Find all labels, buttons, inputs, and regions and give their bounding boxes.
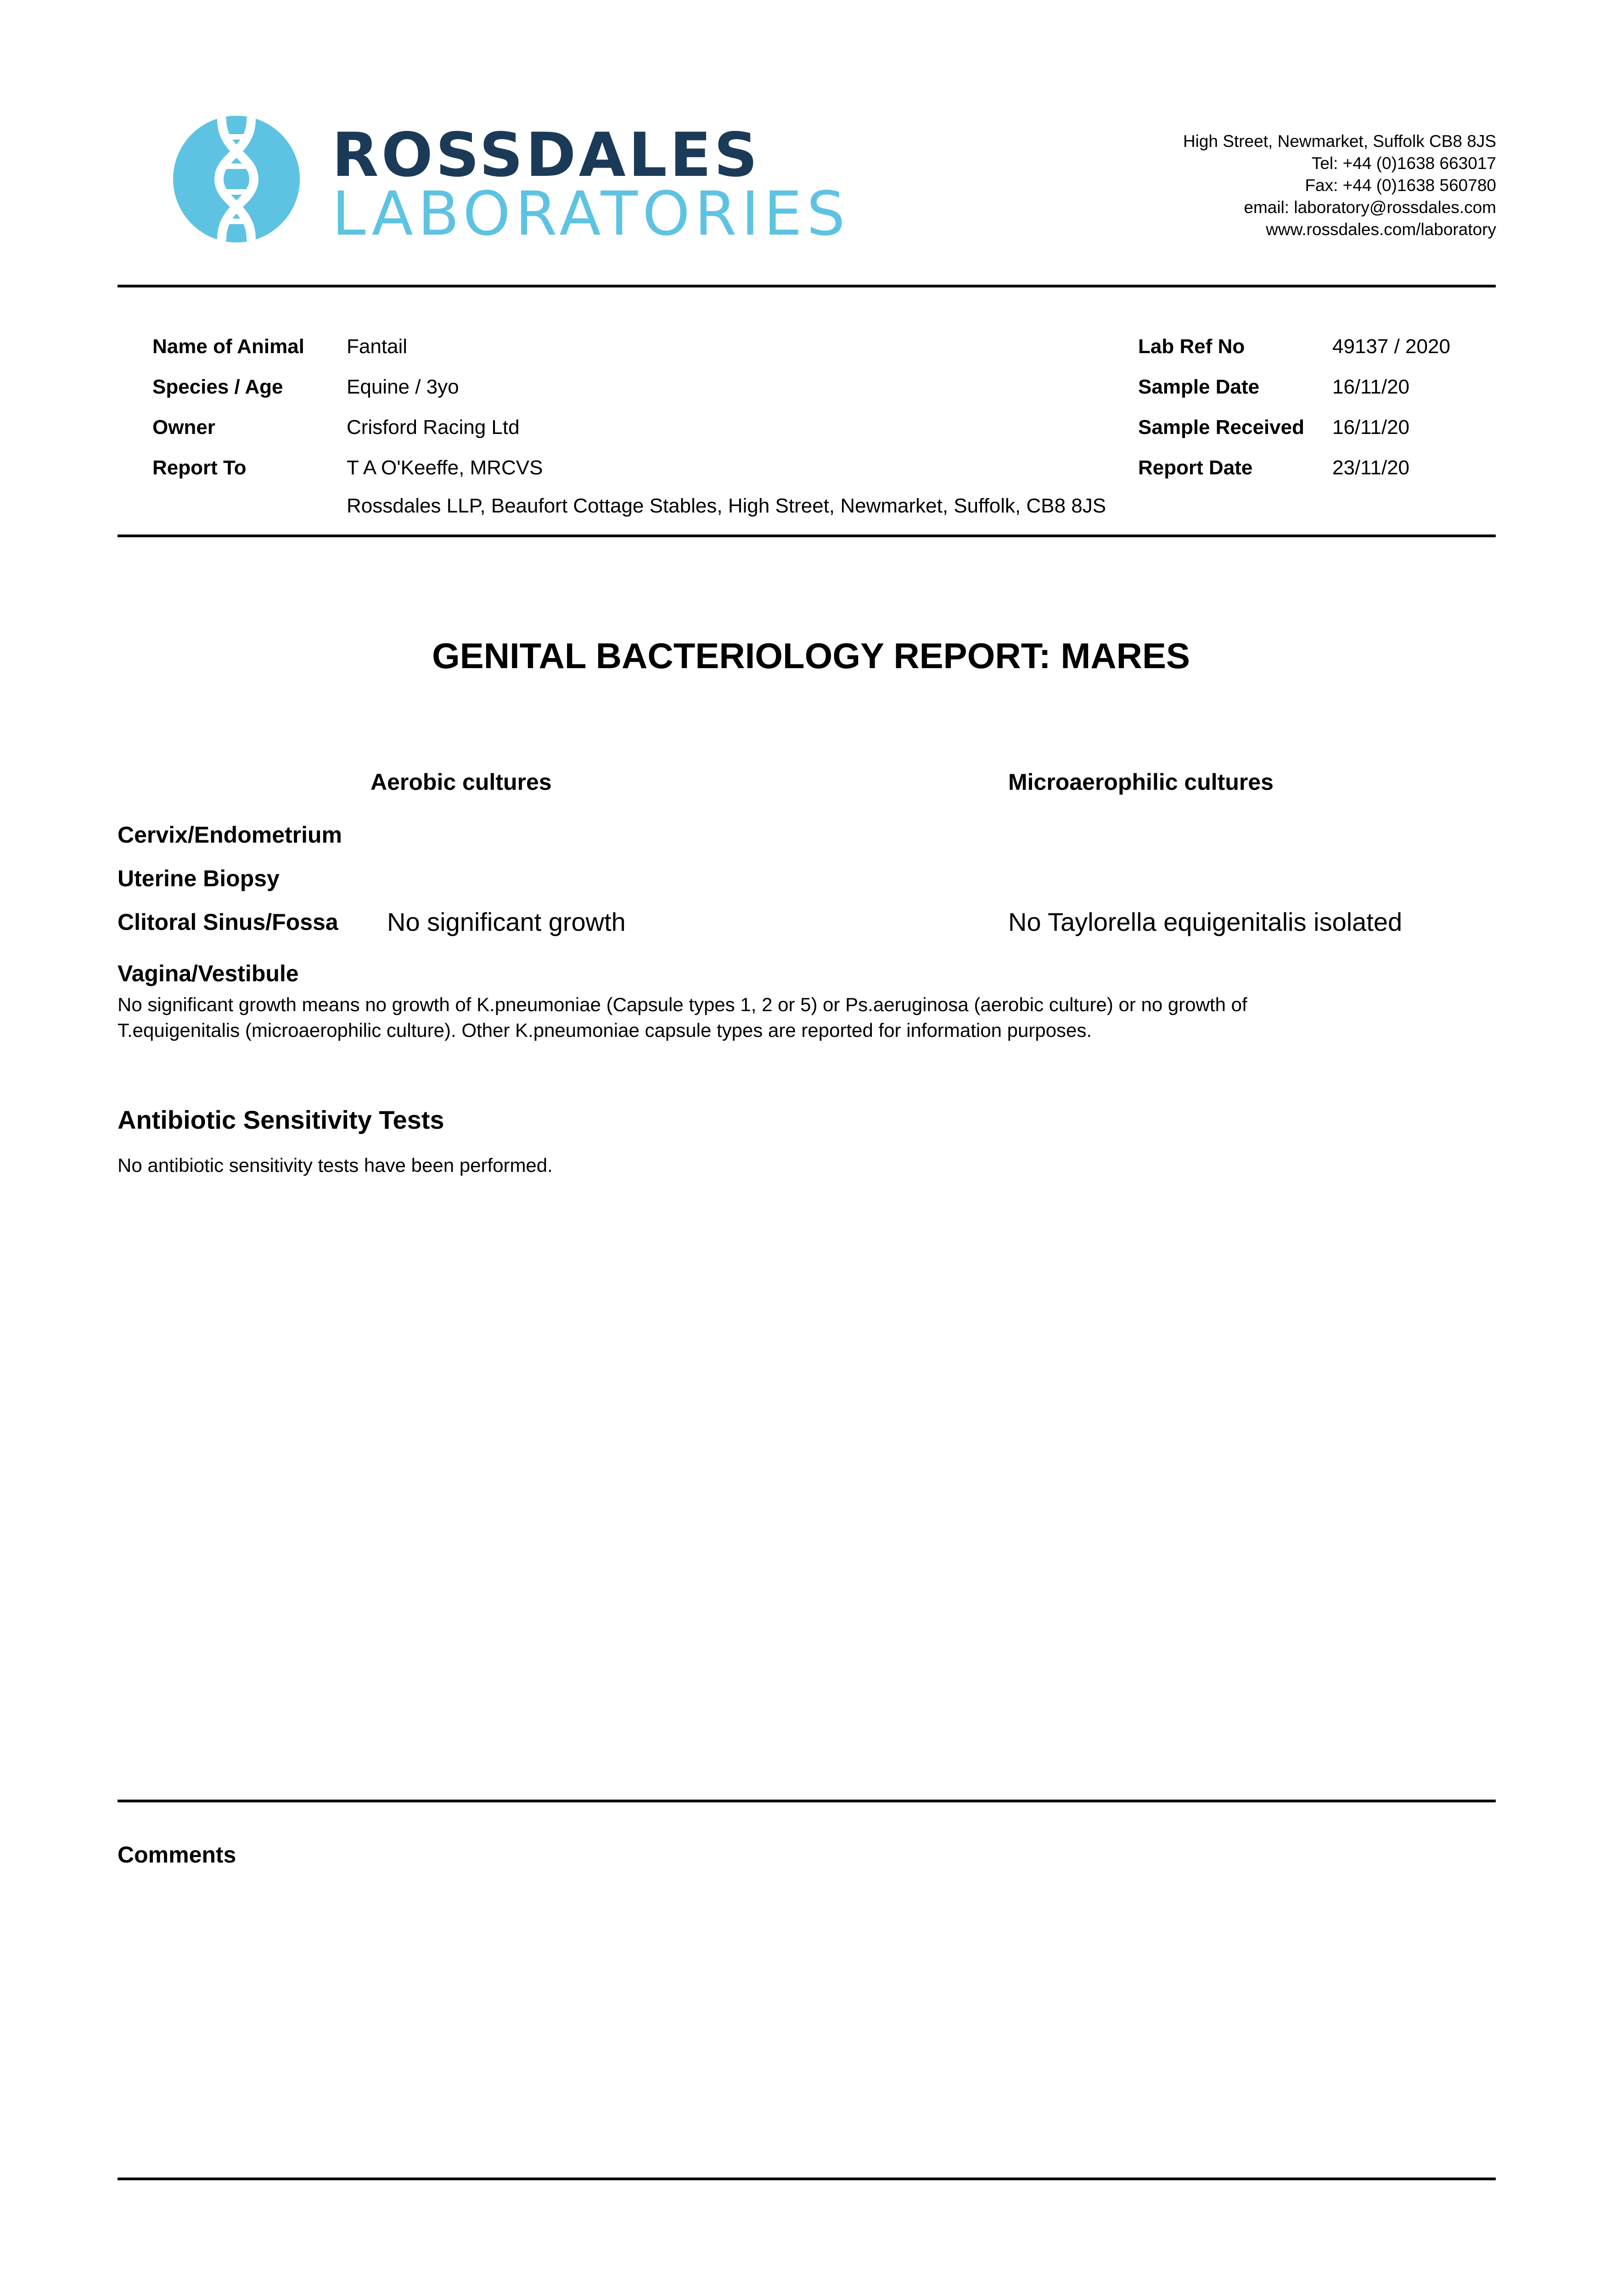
report-date-label: Report Date: [1138, 456, 1253, 479]
site-clitoral-sinus-fossa: Clitoral Sinus/Fossa: [118, 909, 338, 935]
contact-tel: Tel: +44 (0)1638 663017: [1311, 154, 1496, 173]
sample-date-label: Sample Date: [1138, 376, 1260, 398]
sample-received-value: 16/11/20: [1332, 416, 1410, 439]
contact-web: www.rossdales.com/laboratory: [1266, 220, 1496, 239]
divider-comments: [118, 1800, 1496, 1802]
contact-email: email: laboratory@rossdales.com: [1244, 198, 1496, 217]
site-uterine-biopsy: Uterine Biopsy: [118, 866, 280, 891]
contact-address: High Street, Newmarket, Suffolk CB8 8JS: [1183, 132, 1496, 151]
sample-received-label: Sample Received: [1138, 416, 1304, 439]
report-title: GENITAL BACTERIOLOGY REPORT: MARES: [432, 636, 1190, 676]
brand-name: ROSSDALES: [332, 120, 761, 191]
microaerophilic-cultures-heading: Microaerophilic cultures: [1008, 769, 1274, 795]
name-label: Name of Animal: [152, 335, 304, 358]
owner-value: Crisford Racing Ltd: [347, 416, 520, 439]
contact-fax: Fax: +44 (0)1638 560780: [1305, 176, 1496, 195]
microaerophilic-result: No Taylorella equigenitalis isolated: [1008, 907, 1403, 936]
dna-helix-icon: [172, 115, 301, 243]
site-cervix-endometrium: Cervix/Endometrium: [118, 822, 342, 848]
report-to-address: Rossdales LLP, Beaufort Cottage Stables, High Street, Newmarket, Suffolk, CB8 8JS: [347, 495, 1106, 517]
lab-ref-label: Lab Ref No: [1138, 335, 1245, 358]
divider-bottom: [118, 2178, 1496, 2180]
growth-note: [118, 992, 1496, 1043]
comments-heading: Comments: [118, 1842, 236, 1868]
divider-details: [118, 535, 1496, 537]
contact-block: [1183, 130, 1496, 241]
divider-top: [118, 285, 1496, 287]
growth-note-line2: T.equigenitalis (microaerophilic culture). Other K.pneumoniae capsule types are reported for information purposes.: [118, 1019, 1092, 1041]
aerobic-result: No significant growth: [387, 907, 626, 936]
report-date-value: 23/11/20: [1332, 456, 1410, 479]
report-to-label: Report To: [152, 456, 247, 479]
antibiotic-heading: Antibiotic Sensitivity Tests: [118, 1105, 444, 1134]
species-value: Equine / 3yo: [347, 376, 459, 398]
site-vagina-vestibule: Vagina/Vestibule: [118, 961, 299, 986]
brand-subname: LABORATORIES: [332, 179, 850, 249]
growth-note-line1: No significant growth means no growth of K.pneumoniae (Capsule types 1, 2 or 5) or Ps.aeruginosa (aerobic culture) or no growth of: [118, 994, 1247, 1015]
owner-label: Owner: [152, 416, 215, 439]
report-to-value: T A O'Keeffe, MRCVS: [347, 456, 543, 479]
lab-ref-value: 49137 / 2020: [1332, 335, 1450, 358]
antibiotic-text: No antibiotic sensitivity tests have been performed.: [118, 1154, 553, 1176]
name-value: Fantail: [347, 335, 408, 358]
aerobic-cultures-heading: Aerobic cultures: [370, 769, 552, 795]
species-label: Species / Age: [152, 376, 283, 398]
sample-date-value: 16/11/20: [1332, 376, 1410, 398]
